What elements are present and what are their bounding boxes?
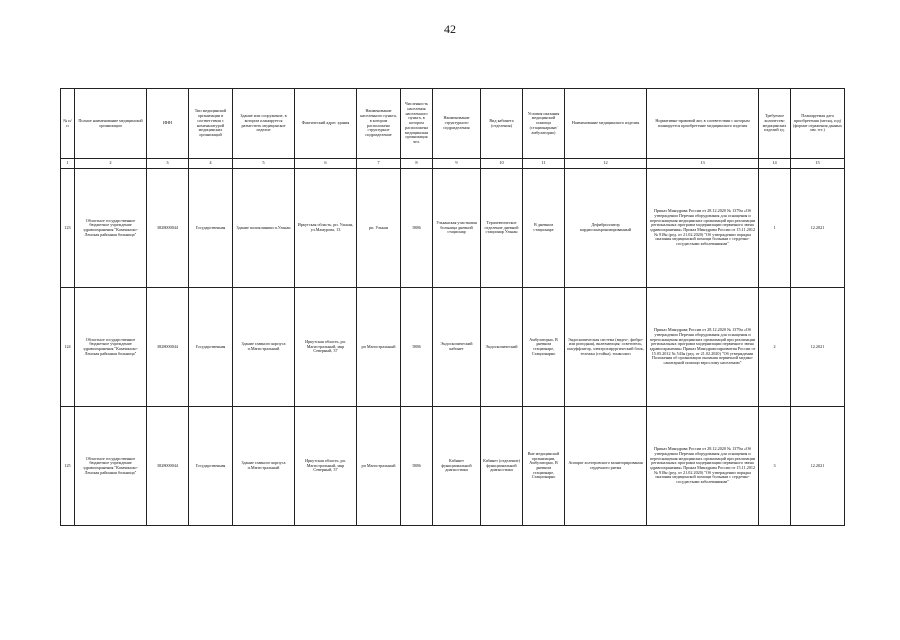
header-cell: Полное наименование медицинской организации [75, 89, 147, 159]
header-cell: Здание или сооружение, в котором планируется разместить медицинское изделие [233, 89, 295, 159]
column-number: 11 [523, 159, 565, 169]
cell-planned-date: 12.2021 [791, 407, 845, 526]
cell-quantity: 1 [759, 169, 791, 288]
cell-row-number: 123 [61, 169, 75, 288]
column-number-row [61, 159, 845, 169]
table-row [61, 169, 845, 288]
cell-quantity: 2 [759, 288, 791, 407]
cell-population: 5886 [401, 288, 433, 407]
cell-organization-name: Областное государственное бюджетное учреждение здравоохранения "Казачинско-Ленская районная больница" [75, 407, 147, 526]
cell-address: Иркутская область, рп. Магистральный, мкр Северный, 37 [295, 407, 357, 526]
cell-population: 5886 [401, 169, 433, 288]
cell-settlement: рп Магистральный [357, 288, 401, 407]
cell-settlement: рп. Улькан [357, 169, 401, 288]
header-cell: Наименование структурного подразделения [433, 89, 481, 159]
header-cell: Нормативно-правовой акт, в соответствии с которым планируется приобретение медицинского изделия [647, 89, 759, 159]
column-number: 15 [791, 159, 845, 169]
column-number: 9 [433, 159, 481, 169]
cell-unit-name: Кабинет функциональной диагностики [433, 407, 481, 526]
cell-row-number: 125 [61, 407, 75, 526]
cell-inn: 3828000044 [147, 169, 189, 288]
header-cell: Численность населения населенного пункта, в котором расположена медицинская организация чел. [401, 89, 433, 159]
table-row [61, 407, 845, 526]
page-number: 42 [444, 22, 456, 36]
header-cell: Условия оказания медицинской помощи (стационарные/амбулаторно) [523, 89, 565, 159]
header-cell: Наименование населенного пункта, в котором расположено структурное подразделение [357, 89, 401, 159]
cell-device-name: Дефибриллятор кардиосинхронизированный [565, 169, 647, 288]
cell-building: Здание главного корпуса п.Магистральный [233, 288, 295, 407]
cell-room-type: Терапевтическое отделение дневной стационар Улькан [481, 169, 523, 288]
cell-unit-name: Ульканская участковая больница дневной стационар [433, 169, 481, 288]
cell-planned-date: 12.2021 [791, 288, 845, 407]
header-cell: № п/п [61, 89, 75, 159]
cell-quantity: 3 [759, 407, 791, 526]
cell-organization-name: Областное государственное бюджетное учреждение здравоохранения "Казачинско-Ленская районная больница" [75, 169, 147, 288]
cell-building: Здание поликлиники п.Улькан [233, 169, 295, 288]
cell-care-conditions: Амбулаторно, В дневном стационаре, Стационарно [523, 288, 565, 407]
cell-legal-act: Приказ Минздрава России от 28.12.2020 № 1379н «Об утверждении Перечня оборудования для оснащения и переоснащения медицинских организаций при реализации региональных программ модернизации первичного звена здравоохранения» Приказ Минздрава России от 15.11.2012 № 918н (ред. от 21.02.2020) "Об утверждении порядка оказания медицинской помощи больным с сердечно-сосудистыми заболеваниями" [647, 407, 759, 526]
cell-address: Иркутская область, рп. Магистральный, мкр Северный, 37 [295, 288, 357, 407]
column-number: 8 [401, 159, 433, 169]
column-number: 14 [759, 159, 791, 169]
cell-settlement: рп Магистральный [357, 407, 401, 526]
column-number: 13 [647, 159, 759, 169]
column-number: 3 [147, 159, 189, 169]
cell-device-name: Эндоскопическая система (видео-, фибро- или ригидная), включающая: осветитель, инсуффлятор, электрохирургический блок, тележка (стойка), тонкоскоп [565, 288, 647, 407]
cell-care-conditions: Вне медицинской организации, Амбулаторно, В дневном стационаре, Стационарно [523, 407, 565, 526]
header-cell: ИНН [147, 89, 189, 159]
cell-population: 5886 [401, 407, 433, 526]
header-cell: Планируемая дата приобретения (месяц, год) (формат отражения данных мм. ггг.) [791, 89, 845, 159]
header-cell: Фактический адрес здания [295, 89, 357, 159]
column-number: 7 [357, 159, 401, 169]
cell-address: Иркутская область, рп. Улькан, ул.Мамурова, 13 [295, 169, 357, 288]
header-cell: Вид кабинета (отделения) [481, 89, 523, 159]
header-row [61, 89, 845, 159]
cell-planned-date: 12.2021 [791, 169, 845, 288]
cell-building: Здание главного корпуса п.Магистральный [233, 407, 295, 526]
cell-organization-type: Государственная [189, 288, 233, 407]
column-number: 2 [75, 159, 147, 169]
cell-inn: 3828000044 [147, 407, 189, 526]
cell-inn: 3828000044 [147, 288, 189, 407]
header-cell: Требуемое количество медицинских изделий ед. [759, 89, 791, 159]
table-row [61, 288, 845, 407]
column-number: 4 [189, 159, 233, 169]
column-number: 1 [61, 159, 75, 169]
cell-row-number: 124 [61, 288, 75, 407]
header-cell: Наименование медицинского изделия [565, 89, 647, 159]
cell-device-name: Аппарат холтеровского мониторирования сердечного ритма [565, 407, 647, 526]
column-number: 6 [295, 159, 357, 169]
equipment-register-table [60, 88, 845, 526]
cell-organization-name: Областное государственное бюджетное учреждение здравоохранения "Казачинско-Ленская районная больница" [75, 288, 147, 407]
column-number: 12 [565, 159, 647, 169]
cell-unit-name: Эндоскопический кабинет [433, 288, 481, 407]
cell-room-type: Эндоскопический [481, 288, 523, 407]
cell-organization-type: Государственная [189, 169, 233, 288]
cell-care-conditions: В дневном стационаре [523, 169, 565, 288]
cell-room-type: Кабинет (отделение) функциональной диагностики [481, 407, 523, 526]
column-number: 5 [233, 159, 295, 169]
header-cell: Тип медицинской организации в соответствии с номенклатурой медицинских организаций [189, 89, 233, 159]
cell-legal-act: Приказ Минздрава России от 28.12.2020 № 1379н «Об утверждении Перечня оборудования для оснащения и переоснащения медицинских организаций при реализации региональных программ модернизации первичного звена здравоохранения» Приказ Минздравсоцразвития России от 15.05.2012 № 543н (ред. от 21.02.2020) "Об утверждении Положения об организации оказания первичной медико-санитарной помощи взрослому населению" [647, 288, 759, 407]
column-number: 10 [481, 159, 523, 169]
cell-organization-type: Государственная [189, 407, 233, 526]
cell-legal-act: Приказ Минздрава России от 28.12.2020 № 1379н «Об утверждении Перечня оборудования для оснащения и переоснащения медицинских организаций при реализации региональных программ модернизации первичного звена здравоохранения» Приказ Минздрава России от 15.11.2012 № 918н (ред. от 21.02.2020) "Об утверждении порядка оказания медицинской помощи больным с сердечно-сосудистыми заболеваниями" [647, 169, 759, 288]
